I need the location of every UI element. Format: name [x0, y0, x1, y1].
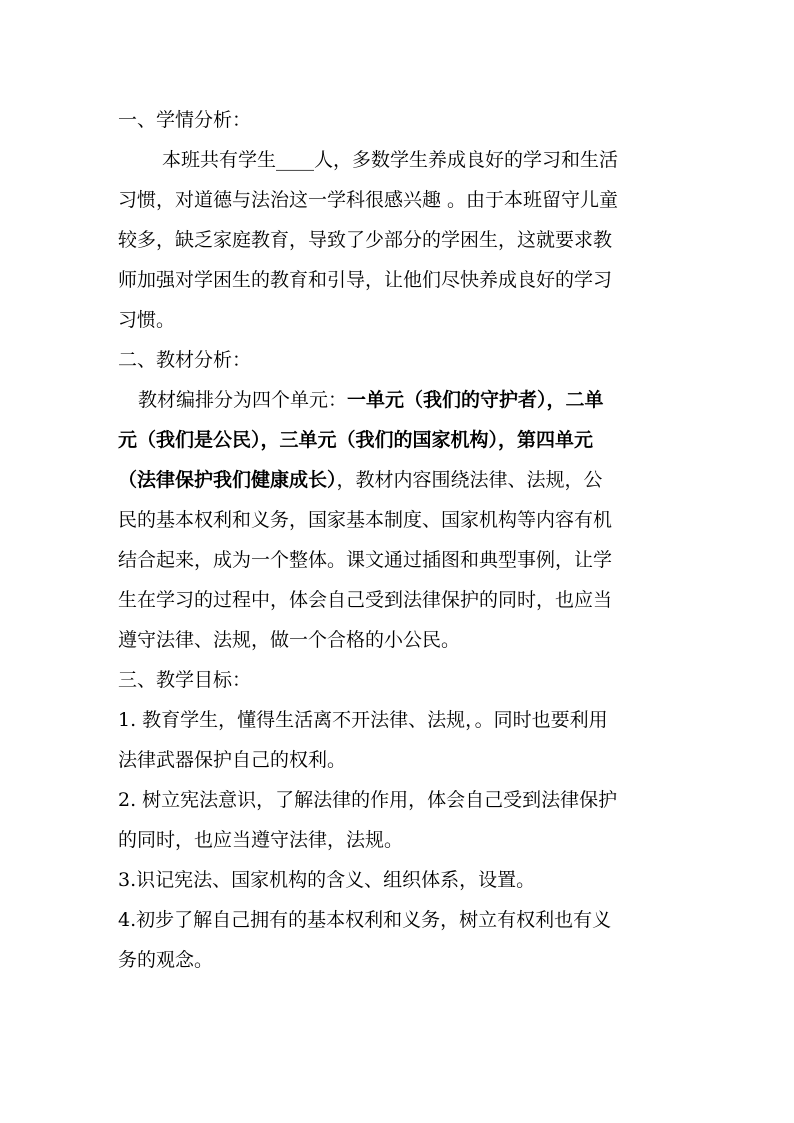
paragraph-line	[118, 380, 674, 420]
paragraph-line: 师加强对学困生的教育和引导，让他们尽快养成良好的学习	[118, 269, 613, 291]
paragraph-line	[118, 460, 674, 500]
goal-line: 4.初步了解自己拥有的基本权利和义务，树立有权利也有义	[118, 909, 612, 931]
section-heading-learning-analysis: 一、学情分析：	[118, 109, 252, 131]
goal-line: 3.识记宪法、国家机构的含义、组织体系，设置。	[118, 869, 536, 891]
paragraph-line: 民的基本权利和义务，国家基本制度、国家机构等内容有机	[118, 509, 613, 531]
text-normal: 教材编排分为四个单元：	[138, 389, 348, 411]
section-heading-teaching-goals: 三、教学目标：	[118, 669, 252, 691]
paragraph-line: 生在学习的过程中，体会自己受到法律保护的同时，也应当	[118, 589, 613, 611]
text-bold-units: （法律保护我们健康成长）	[118, 469, 337, 491]
text-bold-units: 一单元（我们的守护者），二单	[347, 389, 604, 411]
goal-line: 1. 教育学生，懂得生活离不开法律、法规，。同时也要利用	[118, 709, 608, 731]
document-page	[118, 100, 674, 980]
section-heading-textbook-analysis: 二、教材分析：	[118, 349, 252, 371]
paragraph-line: 结合起来，成为一个整体。课文通过插图和典型事例，让学	[118, 549, 613, 571]
paragraph-line: 遵守法律、法规，做一个合格的小公民。	[118, 629, 461, 651]
paragraph-line-bold-units: 元（我们是公民），三单元（我们的国家机构），第四单元	[118, 429, 594, 451]
paragraph-line: 习惯，对道德与法治这一学科很感兴趣 。由于本班留守儿童	[118, 189, 619, 211]
goal-line: 的同时，也应当遵守法律，法规。	[118, 829, 404, 851]
paragraph-line: 较多，缺乏家庭教育，导致了少部分的学困生，这就要求教	[118, 229, 613, 251]
goal-line: 务的观念。	[118, 949, 214, 971]
goal-line: 2. 树立宪法意识，了解法律的作用，体会自己受到法律保护	[118, 789, 618, 811]
text-normal: ，教材内容围绕法律、法规，公	[336, 469, 603, 491]
paragraph-line: 本班共有学生____人，多数学生养成良好的学习和生活	[162, 149, 619, 171]
goal-line: 法律武器保护自己的权利。	[118, 749, 347, 771]
paragraph-line: 习惯。	[118, 309, 176, 331]
